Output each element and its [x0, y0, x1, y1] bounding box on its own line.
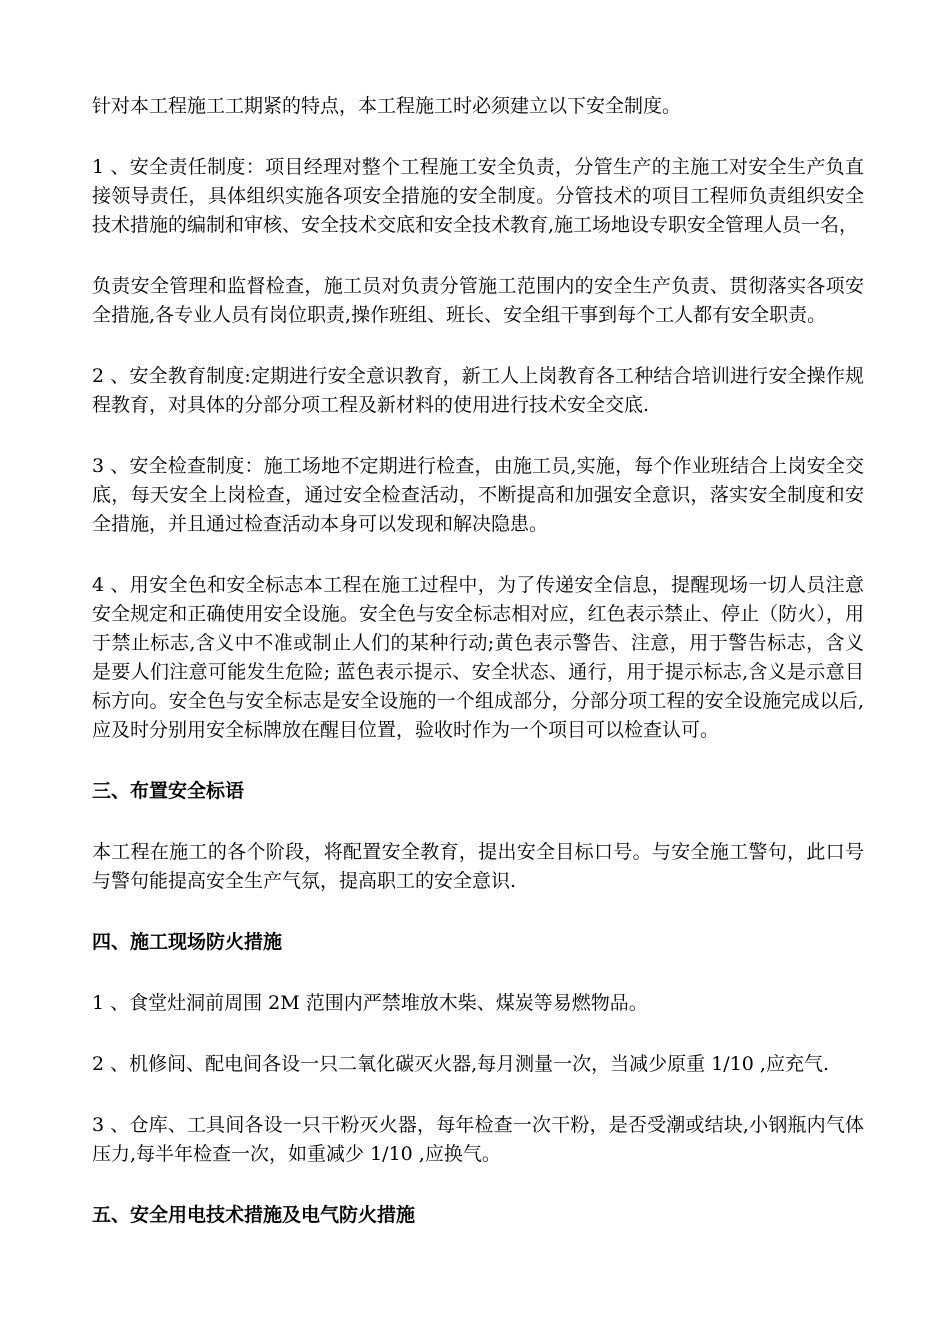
- safety-responsibility-continued-paragraph: 负责安全管理和监督检查，施工员对负责分管施工范围内的安全生产负责、贯彻落实各项安全措施,各专业人员有岗位职责,操作班组、班长、安全组干事到每个工人都有安全职责。: [92, 275, 864, 326]
- safety-responsibility-paragraph: 1 、安全责任制度：项目经理对整个工程施工安全负责，分管生产的主施工对安全生产负直接领导责任，具体组织实施各项安全措施的安全制度。分管技术的项目工程师负责组织安全技术措施的编制和审核、安全技术交底和安全技术教育,施工场地设专职安全管理人员一名，: [92, 156, 864, 236]
- section-heading-fire-prevention: 四、施工现场防火措施: [92, 931, 283, 953]
- section-heading-safety-slogans: 三、布置安全标语: [92, 780, 245, 802]
- safety-inspection-paragraph: 3 、安全检查制度：施工场地不定期进行检查，由施工员,实施，每个作业班结合上岗安全交底，每天安全上岗检查，通过安全检查活动，不断提高和加强安全意识，落实安全制度和安全措施，并且通过检查活动本身可以发现和解决隐患。: [92, 455, 864, 535]
- document-body: [92, 92, 864, 1262]
- safety-education-paragraph: 2 、安全教育制度:定期进行安全意识教育，新工人上岗教育各工种结合培训进行安全操作规程教育，对具体的分部分项工程及新材料的使用进行技术安全交底.: [92, 365, 864, 416]
- section-heading-electrical-safety: 五、安全用电技术措施及电气防火措施: [92, 1204, 416, 1226]
- fire-measure-2: 2 、机修间、配电间各设一只二氧化碳灭火器,每月测量一次，当减少原重 1/10 ,应充气.: [92, 1053, 829, 1075]
- fire-measure-1: 1 、食堂灶洞前周围 2M 范围内严禁堆放木柴、煤炭等易燃物品。: [92, 992, 648, 1014]
- safety-color-sign-paragraph: 4 、用安全色和安全标志本工程在施工过程中，为了传递安全信息，提醒现场一切人员注意安全规定和正确使用安全设施。安全色与安全标志相对应，红色表示禁止、停止（防火），用于禁止标志,含义中不准或制止人们的某种行动;黄色表示警告、注意，用于警告标志，含义是要人们注意可能发生危险; 蓝色表示提示、安全状态、通行，用于提示标志,含义是示意目标方向。安全色与安全标志是安全设施的一个组成部分，分部分项工程的安全设施完成以后,应及时分别用安全标牌放在醒目位置，验收时作为一个项目可以检查认可。: [92, 574, 864, 741]
- safety-slogans-paragraph: 本工程在施工的各个阶段，将配置安全教育，提出安全目标口号。与安全施工警句，此口号与警句能提高安全生产气氛，提高职工的安全意识.: [92, 841, 864, 892]
- intro-paragraph: 针对本工程施工工期紧的特点，本工程施工时必须建立以下安全制度。: [92, 95, 682, 117]
- fire-measure-3: 3 、仓库、工具间各设一只干粉灭火器，每年检查一次干粉，是否受潮或结块,小钢瓶内气体压力,每半年检查一次，如重减少 1/10 ,应换气。: [92, 1114, 864, 1165]
